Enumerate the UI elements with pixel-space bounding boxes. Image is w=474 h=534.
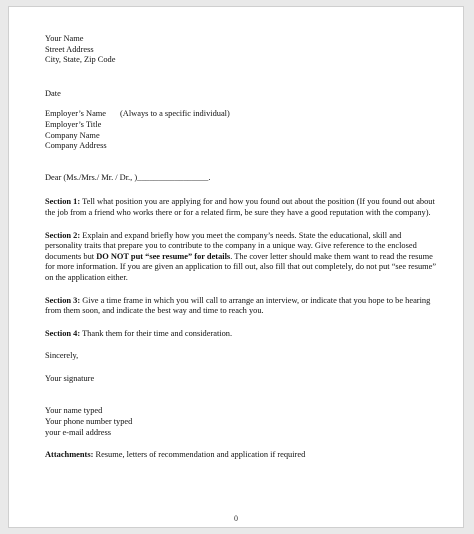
salutation-prefix: Dear: [45, 172, 62, 182]
employer-title: Employer’s Title: [45, 119, 102, 129]
attachments-label: Attachments:: [45, 450, 94, 460]
salutation-suffix: .: [208, 172, 211, 182]
section-1-text: Tell what position you are applying for and how you found out about the position (If you found out about the job from a friend who works there or for a related firm, be sure they have a good reputation with the company).: [45, 197, 435, 217]
section-3-paragraph: [45, 296, 437, 317]
cover-letter-body: [45, 34, 437, 461]
section-2-text-a: Explain and expand briefly how you meet the company’s needs. State the educational, skill and personality traits that prepare you to contribute to the company in a unique way. Give reference to the enclosed documents but: [45, 230, 417, 261]
sender-name: Your Name: [45, 34, 84, 43]
signature: Your signature: [45, 373, 95, 383]
page-number: 0: [234, 514, 238, 523]
typed-contact-block: [45, 406, 437, 438]
closing: Sincerely,: [45, 351, 79, 361]
date-label: Date: [45, 88, 61, 98]
sender-block: [45, 34, 437, 66]
salutation: [45, 173, 437, 184]
sender-street: Street Address: [45, 44, 94, 54]
company-name: Company Name: [45, 130, 100, 140]
section-1-label: Section 1:: [45, 197, 81, 207]
employer-block: [45, 109, 437, 151]
section-1-paragraph: [45, 197, 437, 218]
employer-name-note: (Always to a specific individual): [120, 109, 230, 119]
document-page: [8, 6, 464, 528]
typed-email: your e-mail address: [45, 427, 112, 437]
attachments-line: [45, 450, 437, 461]
section-4-text: Thank them for their time and consideration.: [80, 328, 233, 338]
section-4-label: Section 4:: [45, 328, 81, 338]
section-4-paragraph: [45, 329, 437, 340]
section-2-text-b: . The cover letter should make them want to read the resume for more information. If you are given an application to fill out, also fill that out completely, do not put “see resume” on the application either.: [45, 251, 437, 282]
typed-phone: Your phone number typed: [45, 417, 133, 427]
salutation-blank: _________________: [137, 172, 209, 182]
section-2-label: Section 2:: [45, 230, 81, 240]
sender-city-line: City, State, Zip Code: [45, 55, 116, 65]
attachments-text: Resume, letters of recommendation and application if required: [93, 450, 306, 460]
section-2-paragraph: [45, 231, 437, 284]
section-2-emphasis: DO NOT put “see resume” for details: [96, 251, 231, 261]
employer-name: Employer’s Name: [45, 109, 107, 119]
typed-name: Your name typed: [45, 406, 103, 416]
section-3-label: Section 3:: [45, 295, 81, 305]
section-3-text: Give a time frame in which you will call to arrange an interview, or indicate that you hope to be hearing from them soon, and indicate the best way and time to reach you.: [45, 295, 431, 316]
company-address: Company Address: [45, 141, 107, 151]
salutation-options: (Ms./Mrs./ Mr. / Dr., ): [61, 172, 138, 182]
